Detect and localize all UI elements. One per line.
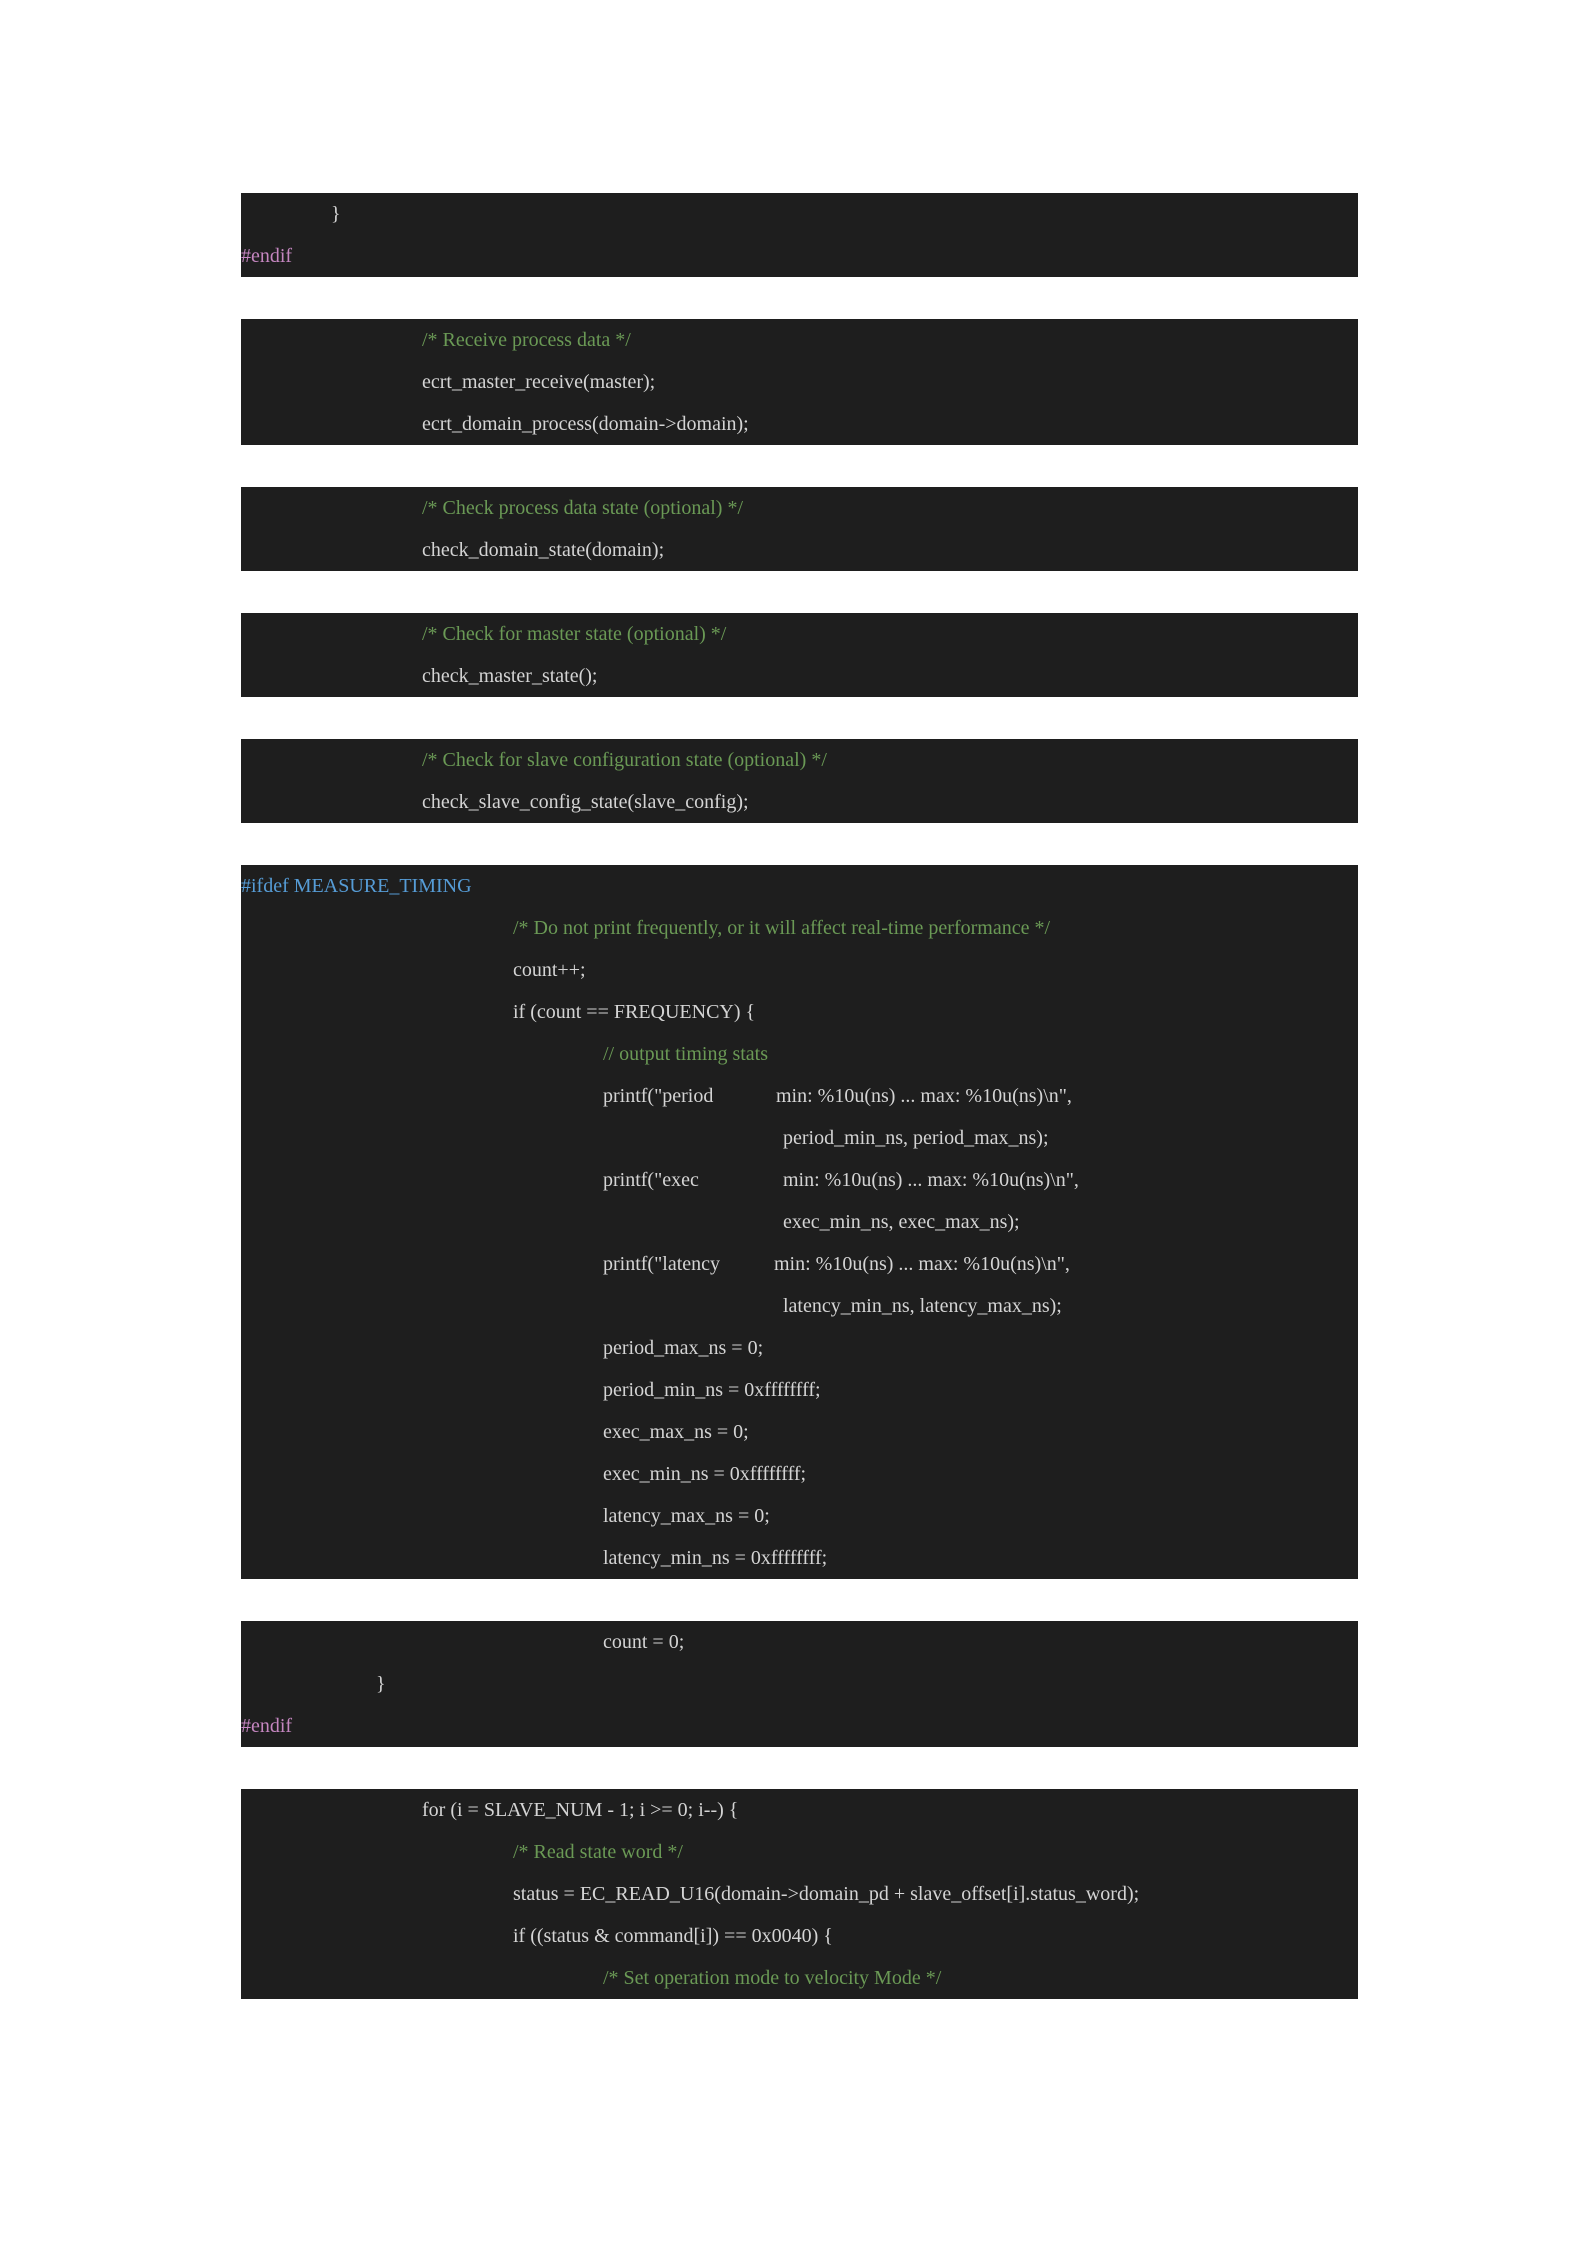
code-block-2 [241,319,1358,445]
code-block-5 [241,739,1358,823]
code-block-6 [241,865,1358,1579]
code-line: min: %10u(ns) ... max: %10u(ns)\n", [774,1253,1070,1275]
code-line: if (count == FREQUENCY) { [513,1001,756,1023]
code-line: #ifdef MEASURE_TIMING [241,875,472,897]
code-line: /* Check process data state (optional) */ [422,497,744,519]
code-line: } [331,203,341,225]
code-line: latency_min_ns = 0xffffffff; [603,1547,828,1569]
code-line: check_slave_config_state(slave_config); [422,791,749,813]
code-line: printf("latency [603,1253,721,1275]
code-line: #endif [241,1715,293,1737]
code-block-4 [241,613,1358,697]
code-block-1 [241,193,1358,277]
code-line: printf("exec [603,1169,699,1191]
code-line: exec_max_ns = 0; [603,1421,749,1443]
code-line: ecrt_master_receive(master); [422,371,656,393]
code-line: status = EC_READ_U16(domain->domain_pd + slave_offset[i].status_word); [513,1883,1140,1905]
code-line: period_min_ns = 0xffffffff; [603,1379,821,1401]
code-line: /* Set operation mode to velocity Mode */ [603,1967,942,1989]
code-line: count++; [513,959,586,981]
code-line: /* Read state word */ [513,1841,683,1863]
code-line: printf("period [603,1085,714,1107]
code-line: #endif [241,245,293,267]
code-line: latency_max_ns = 0; [603,1505,770,1527]
code-line: ecrt_domain_process(domain->domain); [422,413,749,435]
code-line: } [376,1673,386,1695]
code-block-8 [241,1789,1358,1999]
code-line: exec_min_ns, exec_max_ns); [783,1211,1020,1233]
code-block-7 [241,1621,1358,1747]
code-line: /* Check for master state (optional) */ [422,623,727,645]
code-line: // output timing stats [603,1043,769,1065]
code-line: latency_min_ns, latency_max_ns); [783,1295,1062,1317]
code-line: min: %10u(ns) ... max: %10u(ns)\n", [776,1085,1072,1107]
code-line: exec_min_ns = 0xffffffff; [603,1463,807,1485]
code-line: /* Receive process data */ [422,329,631,351]
code-line: if ((status & command[i]) == 0x0040) { [513,1925,833,1947]
code-block-3 [241,487,1358,571]
code-line: for (i = SLAVE_NUM - 1; i >= 0; i--) { [422,1799,739,1821]
code-line: period_max_ns = 0; [603,1337,764,1359]
code-line: check_master_state(); [422,665,598,687]
code-line: /* Do not print frequently, or it will affect real-time performance */ [513,917,1051,939]
code-line: /* Check for slave configuration state (optional) */ [422,749,827,771]
code-line: count = 0; [603,1631,685,1653]
code-line: min: %10u(ns) ... max: %10u(ns)\n", [783,1169,1079,1191]
code-line: check_domain_state(domain); [422,539,665,561]
code-line: period_min_ns, period_max_ns); [783,1127,1049,1149]
